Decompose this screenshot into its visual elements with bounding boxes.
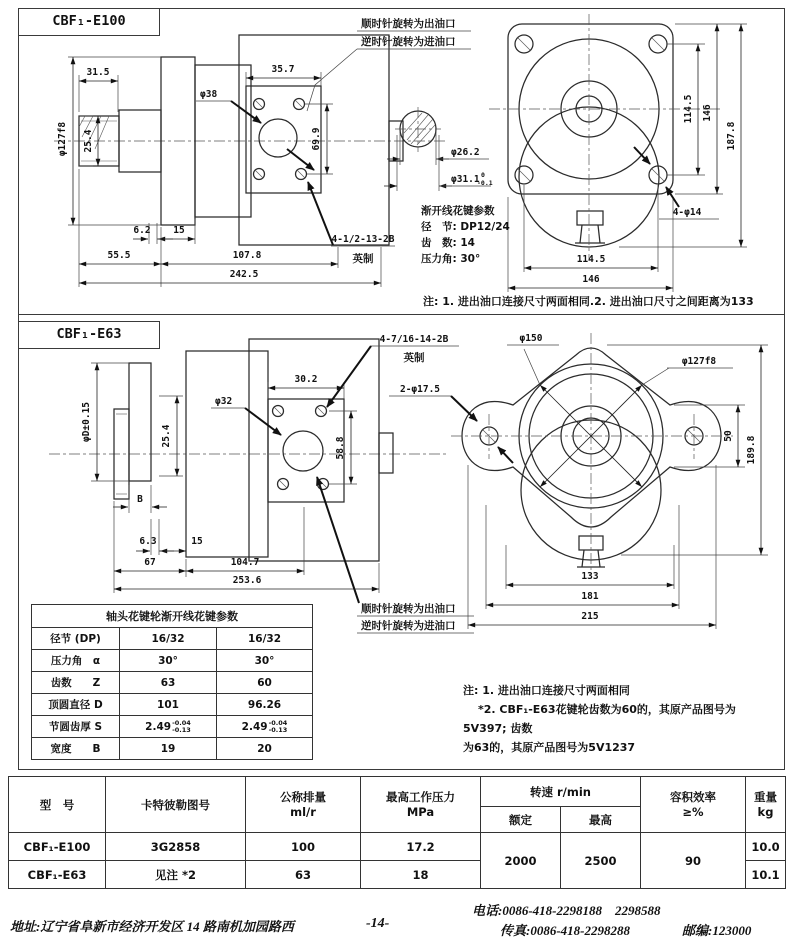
dim-67: 67 bbox=[144, 557, 156, 568]
tol-value: 2.49 bbox=[145, 720, 172, 733]
spline-cell: 16/32 bbox=[217, 628, 313, 650]
cell-pressure-e63: 18 bbox=[361, 861, 481, 889]
spline-row-label: 齿数 Z bbox=[32, 672, 120, 694]
spline-params-angle: 压力角: 30° bbox=[421, 253, 481, 265]
dim-phi26-2: φ26.2 bbox=[451, 147, 480, 158]
e63-rotation-note-out: 顺时针旋转为出油口 bbox=[361, 603, 456, 615]
dim-2-phi17-5: 2-φ17.5 bbox=[399, 384, 441, 395]
cell-model-e100: CBF₁-E100 bbox=[9, 833, 106, 861]
spline-row-label: 径节 (DP) bbox=[32, 628, 120, 650]
e63-note-2: *2. CBF₁-E63花键轮齿数为60的，其原产品图号为5V397; 齿数 bbox=[463, 703, 736, 735]
spline-params-teeth: 齿 数: 14 bbox=[421, 237, 475, 249]
dim-4-phi14: 4-φ14 bbox=[672, 207, 702, 218]
cell-weight-e100: 10.0 bbox=[746, 833, 786, 861]
header-efficiency-label: 容积效率 bbox=[670, 789, 716, 804]
dim-thread-unit: 英制 bbox=[352, 253, 374, 265]
dim-6-3: 6.3 bbox=[139, 536, 157, 547]
rotation-note-in: 逆时针旋转为进油口 bbox=[361, 36, 456, 48]
rotation-note-out: 顺时针旋转为出油口 bbox=[361, 18, 456, 30]
e63-note-1: 注: 1. 进出油口连接尺寸两面相同 bbox=[463, 684, 630, 697]
header-pressure-label: 最高工作压力 bbox=[386, 789, 455, 804]
page-footer bbox=[0, 896, 790, 946]
page-number: -14- bbox=[366, 916, 390, 931]
cell-speed-max: 2500 bbox=[561, 833, 641, 889]
tolerance-stack bbox=[269, 720, 288, 734]
dim-15: 15 bbox=[173, 225, 185, 236]
e63-side-view bbox=[49, 339, 449, 561]
header-displacement-unit: ml/r bbox=[290, 804, 316, 819]
table-row bbox=[32, 738, 313, 760]
section-e63 bbox=[18, 314, 785, 770]
spline-cell bbox=[120, 716, 217, 738]
header-speed: 转速 r/min bbox=[481, 777, 641, 807]
spline-cell: 101 bbox=[120, 694, 217, 716]
dim-181: 181 bbox=[581, 591, 599, 602]
table-row bbox=[32, 716, 313, 738]
spline-row-label: 宽度 B bbox=[32, 738, 120, 760]
spline-cell: 63 bbox=[120, 672, 217, 694]
dim-phi38: φ38 bbox=[200, 89, 218, 100]
dim-e63-15: 15 bbox=[191, 536, 203, 547]
tol-sub: -0.13 bbox=[172, 725, 191, 734]
dim-e63-phi127f8: φ127f8 bbox=[681, 356, 717, 367]
footer-fax: 传真:0086-418-2298288 bbox=[500, 923, 630, 938]
spline-cell bbox=[217, 716, 313, 738]
e100-side-view bbox=[54, 35, 447, 245]
dim-107-8: 107.8 bbox=[232, 250, 262, 261]
spline-table bbox=[31, 604, 313, 760]
dim-e63-thread: 4-7/16-14-2B bbox=[379, 334, 449, 345]
e100-spline-params bbox=[421, 203, 510, 267]
table-row bbox=[32, 694, 313, 716]
dim-69-9: 69.9 bbox=[311, 127, 322, 151]
footer-phone: 电话:0086-418-2298188 2298588 bbox=[472, 903, 661, 918]
footer-zip: 邮编:123000 bbox=[682, 923, 752, 938]
table-row bbox=[32, 672, 313, 694]
spec-table bbox=[8, 776, 786, 889]
cell-cat-e100: 3G2858 bbox=[106, 833, 246, 861]
e100-title: CBF₁-E100 bbox=[18, 8, 160, 36]
e100-note: 注: 1. 进出油口连接尺寸两面相同.2. 进出油口尺寸之间距离为133 bbox=[423, 295, 754, 308]
cell-efficiency: 90 bbox=[641, 833, 746, 889]
dim-phi127f8: φ127f8 bbox=[57, 121, 68, 157]
e100-drawing bbox=[19, 9, 786, 315]
cell-cat-e63: 见注 *2 bbox=[106, 861, 246, 889]
e63-note-3: 为63的，其原产品图号为5V1237 bbox=[463, 741, 636, 754]
dim-fv-187-8: 187.8 bbox=[726, 121, 737, 151]
dim-thread: 4-1/2-13-2B bbox=[331, 234, 395, 245]
header-pressure bbox=[361, 777, 481, 833]
dim-55-5: 55.5 bbox=[107, 250, 131, 261]
cell-speed-rated: 2000 bbox=[481, 833, 561, 889]
dim-6-2: 6.2 bbox=[133, 225, 151, 236]
dim-fb-146: 146 bbox=[582, 274, 600, 285]
spline-row-label: 压力角 α bbox=[32, 650, 120, 672]
dim-phi150: φ150 bbox=[519, 333, 543, 344]
dim-58-8: 58.8 bbox=[335, 436, 346, 460]
dim-phi31-1-sub: -0.1 bbox=[477, 179, 493, 187]
dim-30-2: 30.2 bbox=[294, 374, 318, 385]
spline-cell: 96.26 bbox=[217, 694, 313, 716]
table-row bbox=[9, 777, 786, 807]
dim-phi31-1-sup: 0 bbox=[481, 171, 485, 179]
dim-B: B bbox=[137, 494, 143, 505]
header-model: 型 号 bbox=[9, 777, 106, 833]
header-pressure-unit: MPa bbox=[406, 804, 435, 819]
header-cat-number: 卡特彼勒图号 bbox=[106, 777, 246, 833]
spline-cell: 30° bbox=[217, 650, 313, 672]
dim-e63-25-4: 25.4 bbox=[161, 424, 172, 448]
header-displacement-label: 公称排量 bbox=[280, 789, 326, 804]
dim-253-6: 253.6 bbox=[232, 575, 262, 586]
dim-phi31-1: φ31.1 bbox=[451, 174, 480, 185]
spline-cell: 16/32 bbox=[120, 628, 217, 650]
tol-sup: -0.04 bbox=[268, 718, 288, 727]
spline-row-label: 节圆齿厚 S bbox=[32, 716, 120, 738]
tol-sub: -0.13 bbox=[268, 725, 288, 734]
dim-fv-114-5: 114.5 bbox=[683, 94, 694, 124]
cell-pressure-e100: 17.2 bbox=[361, 833, 481, 861]
dim-133: 133 bbox=[581, 571, 599, 582]
cell-disp-e63: 63 bbox=[246, 861, 361, 889]
dim-35-7: 35.7 bbox=[271, 64, 295, 75]
header-weight-label: 重量 bbox=[754, 789, 777, 804]
e63-notes bbox=[463, 681, 779, 757]
e63-rotation-note-in: 逆时针旋转为进油口 bbox=[361, 620, 456, 632]
dim-e63-thread-unit: 英制 bbox=[403, 352, 425, 364]
header-weight bbox=[746, 777, 786, 833]
spline-cell: 19 bbox=[120, 738, 217, 760]
dim-phi32: φ32 bbox=[215, 396, 233, 407]
dim-25-4: 25.4 bbox=[83, 129, 94, 153]
e63-front-view bbox=[389, 333, 768, 629]
table-row bbox=[9, 833, 786, 861]
e100-side-dims bbox=[57, 57, 395, 287]
header-efficiency bbox=[641, 777, 746, 833]
footer-address: 地址:辽宁省阜新市经济开发区 14 路南机加园路西 bbox=[10, 919, 294, 934]
table-row bbox=[32, 650, 313, 672]
dim-fb-114-5: 114.5 bbox=[576, 254, 606, 265]
spline-params-title: 渐开线花键参数 bbox=[421, 205, 495, 217]
cell-model-e63: CBF₁-E63 bbox=[9, 861, 106, 889]
spline-cell: 30° bbox=[120, 650, 217, 672]
section-e100 bbox=[18, 8, 785, 316]
spline-cell: 20 bbox=[217, 738, 313, 760]
dim-242-5: 242.5 bbox=[229, 269, 259, 280]
header-efficiency-unit: ≥% bbox=[682, 804, 704, 819]
header-speed-max: 最高 bbox=[561, 807, 641, 833]
header-weight-unit: kg bbox=[757, 804, 774, 819]
spline-table-title: 轴头花键轮渐开线花键参数 bbox=[32, 605, 313, 628]
header-speed-rated: 额定 bbox=[481, 807, 561, 833]
table-row bbox=[32, 628, 313, 650]
dim-104-7: 104.7 bbox=[230, 557, 260, 568]
dim-fv-146: 146 bbox=[702, 104, 713, 122]
tol-sup: -0.04 bbox=[172, 718, 191, 727]
dim-189-8: 189.8 bbox=[746, 435, 757, 465]
spline-cell: 60 bbox=[217, 672, 313, 694]
e63-title: CBF₁-E63 bbox=[18, 321, 160, 349]
tolerance-stack bbox=[172, 720, 191, 734]
spline-row-label: 顶圆直径 D bbox=[32, 694, 120, 716]
cell-disp-e100: 100 bbox=[246, 833, 361, 861]
dim-phiD: φD±0.15 bbox=[81, 401, 92, 443]
dim-31-5: 31.5 bbox=[86, 67, 110, 78]
e100-front-view bbox=[489, 14, 747, 292]
cell-weight-e63: 10.1 bbox=[746, 861, 786, 889]
spline-params-dp: 径 节: DP12/24 bbox=[421, 221, 510, 233]
dim-50: 50 bbox=[723, 430, 734, 442]
tol-value: 2.49 bbox=[241, 720, 268, 733]
header-displacement bbox=[246, 777, 361, 833]
e100-shaft-section bbox=[384, 107, 493, 191]
dim-215: 215 bbox=[581, 611, 599, 622]
